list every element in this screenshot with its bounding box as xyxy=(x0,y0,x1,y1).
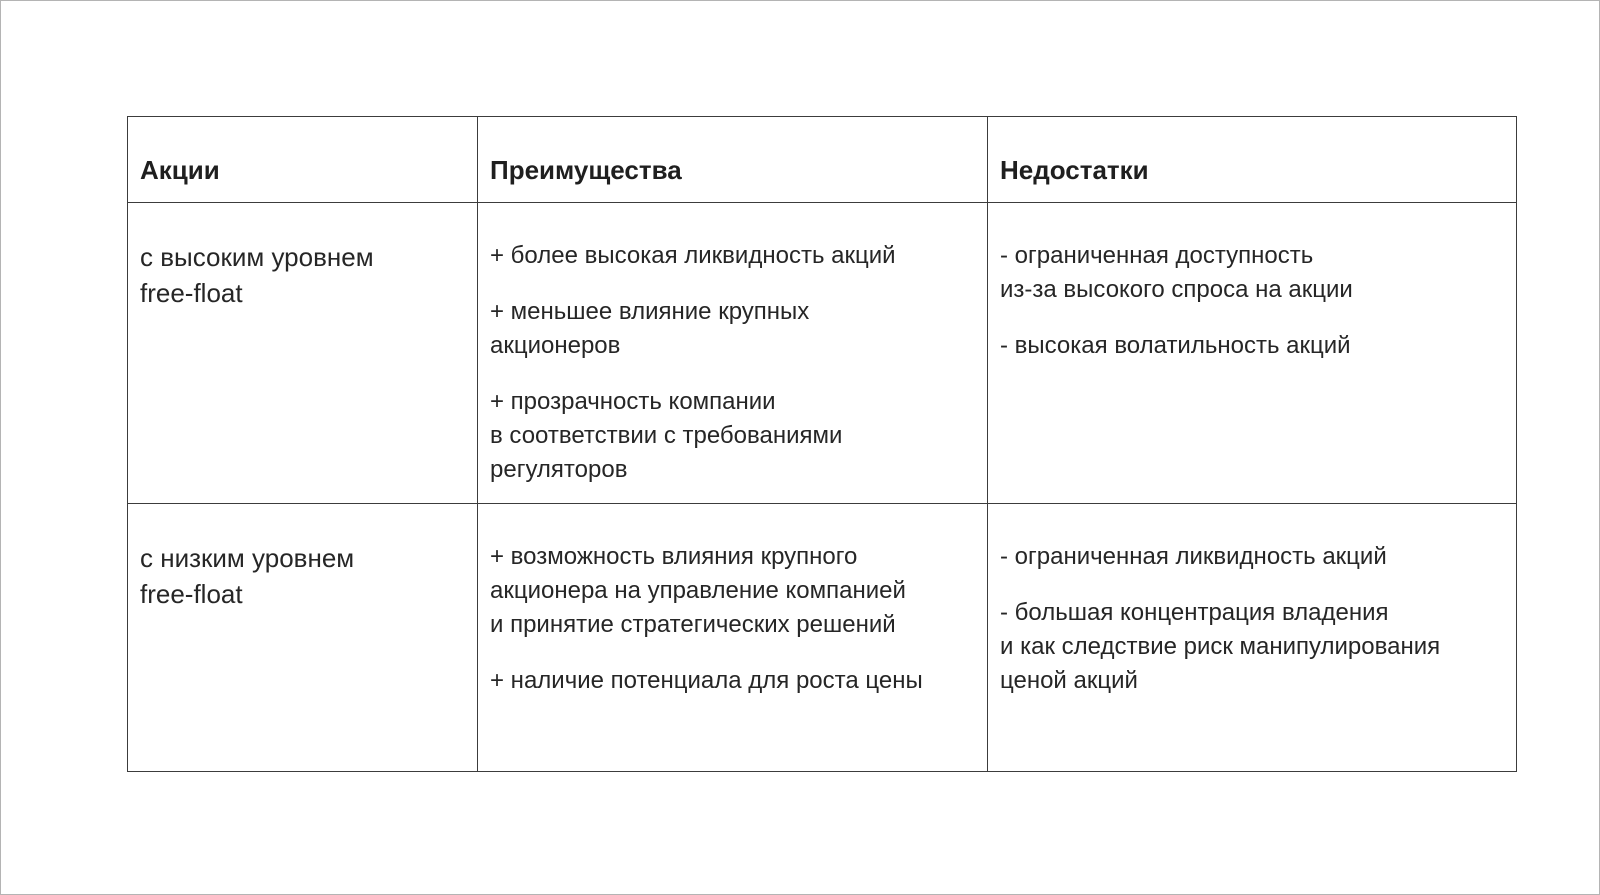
comparison-table xyxy=(127,116,1517,772)
disadvantage-item: - ограниченная доступность из-за высокого спроса на акции xyxy=(1000,242,1353,303)
row-name-high-free-float: с высоким уровнем free-float xyxy=(140,242,374,308)
table-row xyxy=(128,203,1517,504)
disadvantages-cell xyxy=(988,203,1517,504)
advantage-item: + наличие потенциала для роста цены xyxy=(490,667,923,694)
advantage-item: + более высокая ликвидность акций xyxy=(490,242,896,269)
disadvantages-cell xyxy=(988,504,1517,772)
table-row xyxy=(128,504,1517,772)
header-advantages: Преимущества xyxy=(478,117,988,203)
disadvantage-item: - ограниченная ликвидность акций xyxy=(1000,543,1387,570)
advantages-cell xyxy=(478,203,988,504)
disadvantage-item: - высокая волатильность акций xyxy=(1000,332,1351,359)
advantage-item: + возможность влияния крупного акционера на управление компанией и принятие стратегических решений xyxy=(490,543,906,638)
row-name-low-free-float: с низким уровнем free-float xyxy=(140,543,355,609)
row-name-cell xyxy=(128,504,478,772)
advantage-item: + прозрачность компании в соответствии с требованиями регуляторов xyxy=(490,388,843,483)
header-disadvantages: Недостатки xyxy=(988,117,1517,203)
table-header-row xyxy=(128,117,1517,203)
row-name-cell xyxy=(128,203,478,504)
disadvantage-item: - большая концентрация владения и как следствие риск манипулирования ценой акций xyxy=(1000,599,1441,694)
advantages-cell xyxy=(478,504,988,772)
advantage-item: + меньшее влияние крупных акционеров xyxy=(490,298,810,359)
header-shares: Акции xyxy=(128,117,478,203)
